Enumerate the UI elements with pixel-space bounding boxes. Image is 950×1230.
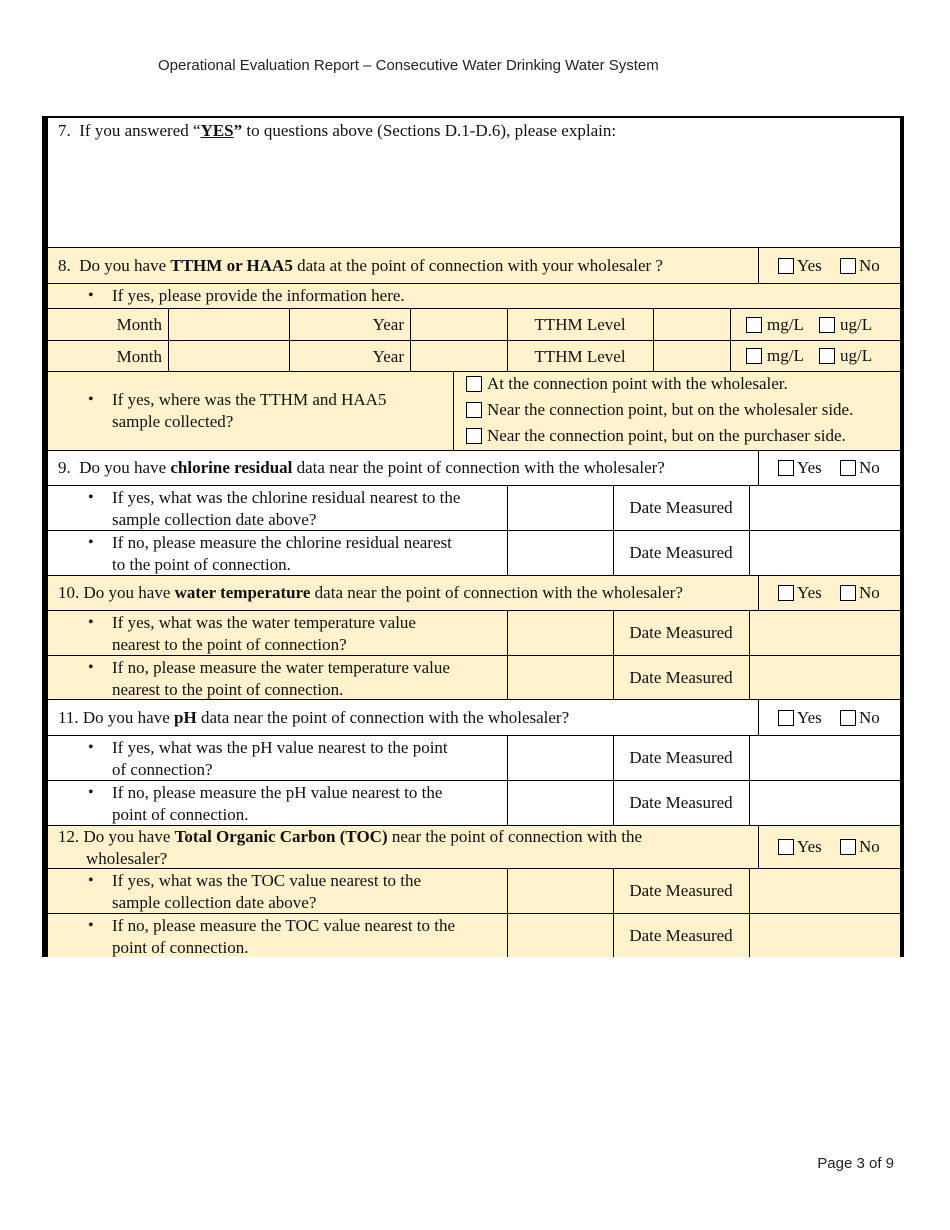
q9-bullet-row-1 [48,486,900,531]
tthm-level-label: TTHM Level [534,315,626,334]
tthm-level-field[interactable] [654,309,730,340]
tthm-level-field[interactable] [654,341,730,371]
ug-l-label: ug/L [840,346,873,365]
q10-yes-label: Yes [797,583,822,602]
q8-yes-label: Yes [797,256,822,275]
q9-bullet-row-2 [48,531,900,576]
q12-bullet-1-text: If yes, what was the TOC value nearest to the sample collection date above? [112,871,422,912]
q11-bullet-2-text: If no, please measure the pH value nearest to the point of connection. [112,783,443,824]
q12-bullet-row-1 [48,869,900,914]
year-field[interactable] [411,341,507,371]
ug-l-checkbox[interactable] [819,317,835,333]
q8-yes-checkbox[interactable] [778,258,794,274]
month-field[interactable] [169,309,289,340]
bullet-icon: • [88,917,94,934]
location-option: At the connection point with the wholesaler. [487,374,788,393]
bullet-icon: • [88,739,94,756]
bullet-icon: • [88,659,94,676]
q9-prompt: 9. Do you have chlorine residual data near the point of connection with the wholesaler? [58,458,665,477]
q12-bullet-2-text: If no, please measure the TOC value nearest to the point of connection. [112,916,456,957]
q11-no-checkbox[interactable] [840,710,856,726]
value-field[interactable] [508,531,613,575]
q8-prompt: 8. Do you have TTHM or HAA5 data at the point of connection with your wholesaler ? [58,256,663,275]
location-checkbox[interactable] [466,402,482,418]
q8-row [48,248,900,284]
mg-l-label: mg/L [767,346,804,365]
bullet-icon: • [88,391,94,408]
bullet-icon: • [88,489,94,506]
q8-location-row [48,372,900,451]
q8-data-row-2 [48,341,900,372]
date-field[interactable] [750,869,898,913]
location-option: Near the connection point, but on the purchaser side. [487,426,846,445]
bullet-icon: • [88,534,94,551]
q7-yes-emphasis: YES [200,121,234,140]
page-header: Operational Evaluation Report – Consecutive Water Drinking Water System [158,57,659,74]
date-field[interactable] [750,781,898,825]
q9-yes-label: Yes [797,458,822,477]
q10-bullet-row-1 [48,611,900,656]
bullet-icon: • [88,287,94,304]
q8-data-row-1 [48,309,900,341]
date-measured-label: Date Measured [629,543,733,562]
q11-yes-checkbox[interactable] [778,710,794,726]
value-field[interactable] [508,781,613,825]
date-measured-label: Date Measured [629,623,733,642]
q9-no-label: No [859,458,880,477]
q9-bullet-2-text: If no, please measure the chlorine residual nearest to the point of connection. [112,533,452,574]
value-field[interactable] [508,486,613,530]
evaluation-form [42,116,904,957]
q12-bullet-row-2 [48,914,900,957]
date-field[interactable] [750,531,898,575]
mg-l-checkbox[interactable] [746,317,762,333]
ug-l-checkbox[interactable] [819,348,835,364]
year-label: Year [372,315,404,334]
date-field[interactable] [750,486,898,530]
value-field[interactable] [508,656,613,699]
q12-no-label: No [859,837,880,856]
q7-prompt: 7. If you answered “YES” to questions above (Sections D.1-D.6), please explain: [58,121,617,140]
date-field[interactable] [750,611,898,655]
q8-provide-row [48,284,900,309]
date-field[interactable] [750,656,898,699]
date-field[interactable] [750,914,898,957]
q10-no-label: No [859,583,880,602]
value-field[interactable] [508,736,613,780]
date-measured-label: Date Measured [629,881,733,900]
q8-where-text: If yes, where was the TTHM and HAA5 sample collected? [112,390,387,431]
q12-yes-checkbox[interactable] [778,839,794,855]
q10-bullet-1-text: If yes, what was the water temperature value nearest to the point of connection? [112,613,416,654]
value-field[interactable] [508,611,613,655]
month-field[interactable] [169,341,289,371]
q9-yes-checkbox[interactable] [778,460,794,476]
q10-no-checkbox[interactable] [840,585,856,601]
bullet-icon: • [88,872,94,889]
q8-provide-text: If yes, please provide the information here. [112,286,405,305]
q7-row [48,118,900,248]
ug-l-label: ug/L [840,315,873,334]
month-label: Month [116,315,162,334]
date-measured-label: Date Measured [629,793,733,812]
q8-no-checkbox[interactable] [840,258,856,274]
q10-prompt: 10. Do you have water temperature data near the point of connection with the wholesaler? [58,583,683,602]
q11-bullet-row-1 [48,736,900,781]
location-checkbox[interactable] [466,428,482,444]
date-measured-label: Date Measured [629,498,733,517]
date-measured-label: Date Measured [629,926,733,945]
q11-row [48,700,900,736]
q9-no-checkbox[interactable] [840,460,856,476]
location-checkbox[interactable] [466,376,482,392]
q12-no-checkbox[interactable] [840,839,856,855]
bullet-icon: • [88,784,94,801]
date-measured-label: Date Measured [629,748,733,767]
q11-no-label: No [859,708,880,727]
year-label: Year [372,347,404,366]
q11-prompt: 11. Do you have pH data near the point of connection with the wholesaler? [58,708,570,727]
location-option: Near the connection point, but on the wholesaler side. [487,400,854,419]
mg-l-label: mg/L [767,315,804,334]
q9-bullet-1-text: If yes, what was the chlorine residual nearest to the sample collection date above? [112,488,461,529]
q10-bullet-row-2 [48,656,900,700]
tthm-level-label: TTHM Level [534,347,626,366]
q11-yes-label: Yes [797,708,822,727]
date-field[interactable] [750,736,898,780]
q11-bullet-row-2 [48,781,900,826]
mg-l-checkbox[interactable] [746,348,762,364]
value-field[interactable] [508,869,613,913]
q10-bullet-2-text: If no, please measure the water temperature value nearest to the point of connection. [112,658,450,699]
q11-bullet-1-text: If yes, what was the pH value nearest to the point of connection? [112,738,448,779]
q12-prompt: 12. Do you have Total Organic Carbon (TOC) near the point of connection with the wholesaler? [58,827,643,868]
year-field[interactable] [411,309,507,340]
bullet-icon: • [88,614,94,631]
q12-row [48,826,900,869]
date-measured-label: Date Measured [629,668,733,687]
value-field[interactable] [508,914,613,957]
q10-row [48,576,900,611]
page-number: Page 3 of 9 [817,1155,894,1172]
q8-no-label: No [859,256,880,275]
q12-yes-label: Yes [797,837,822,856]
q9-row [48,451,900,486]
month-label: Month [116,347,162,366]
q10-yes-checkbox[interactable] [778,585,794,601]
